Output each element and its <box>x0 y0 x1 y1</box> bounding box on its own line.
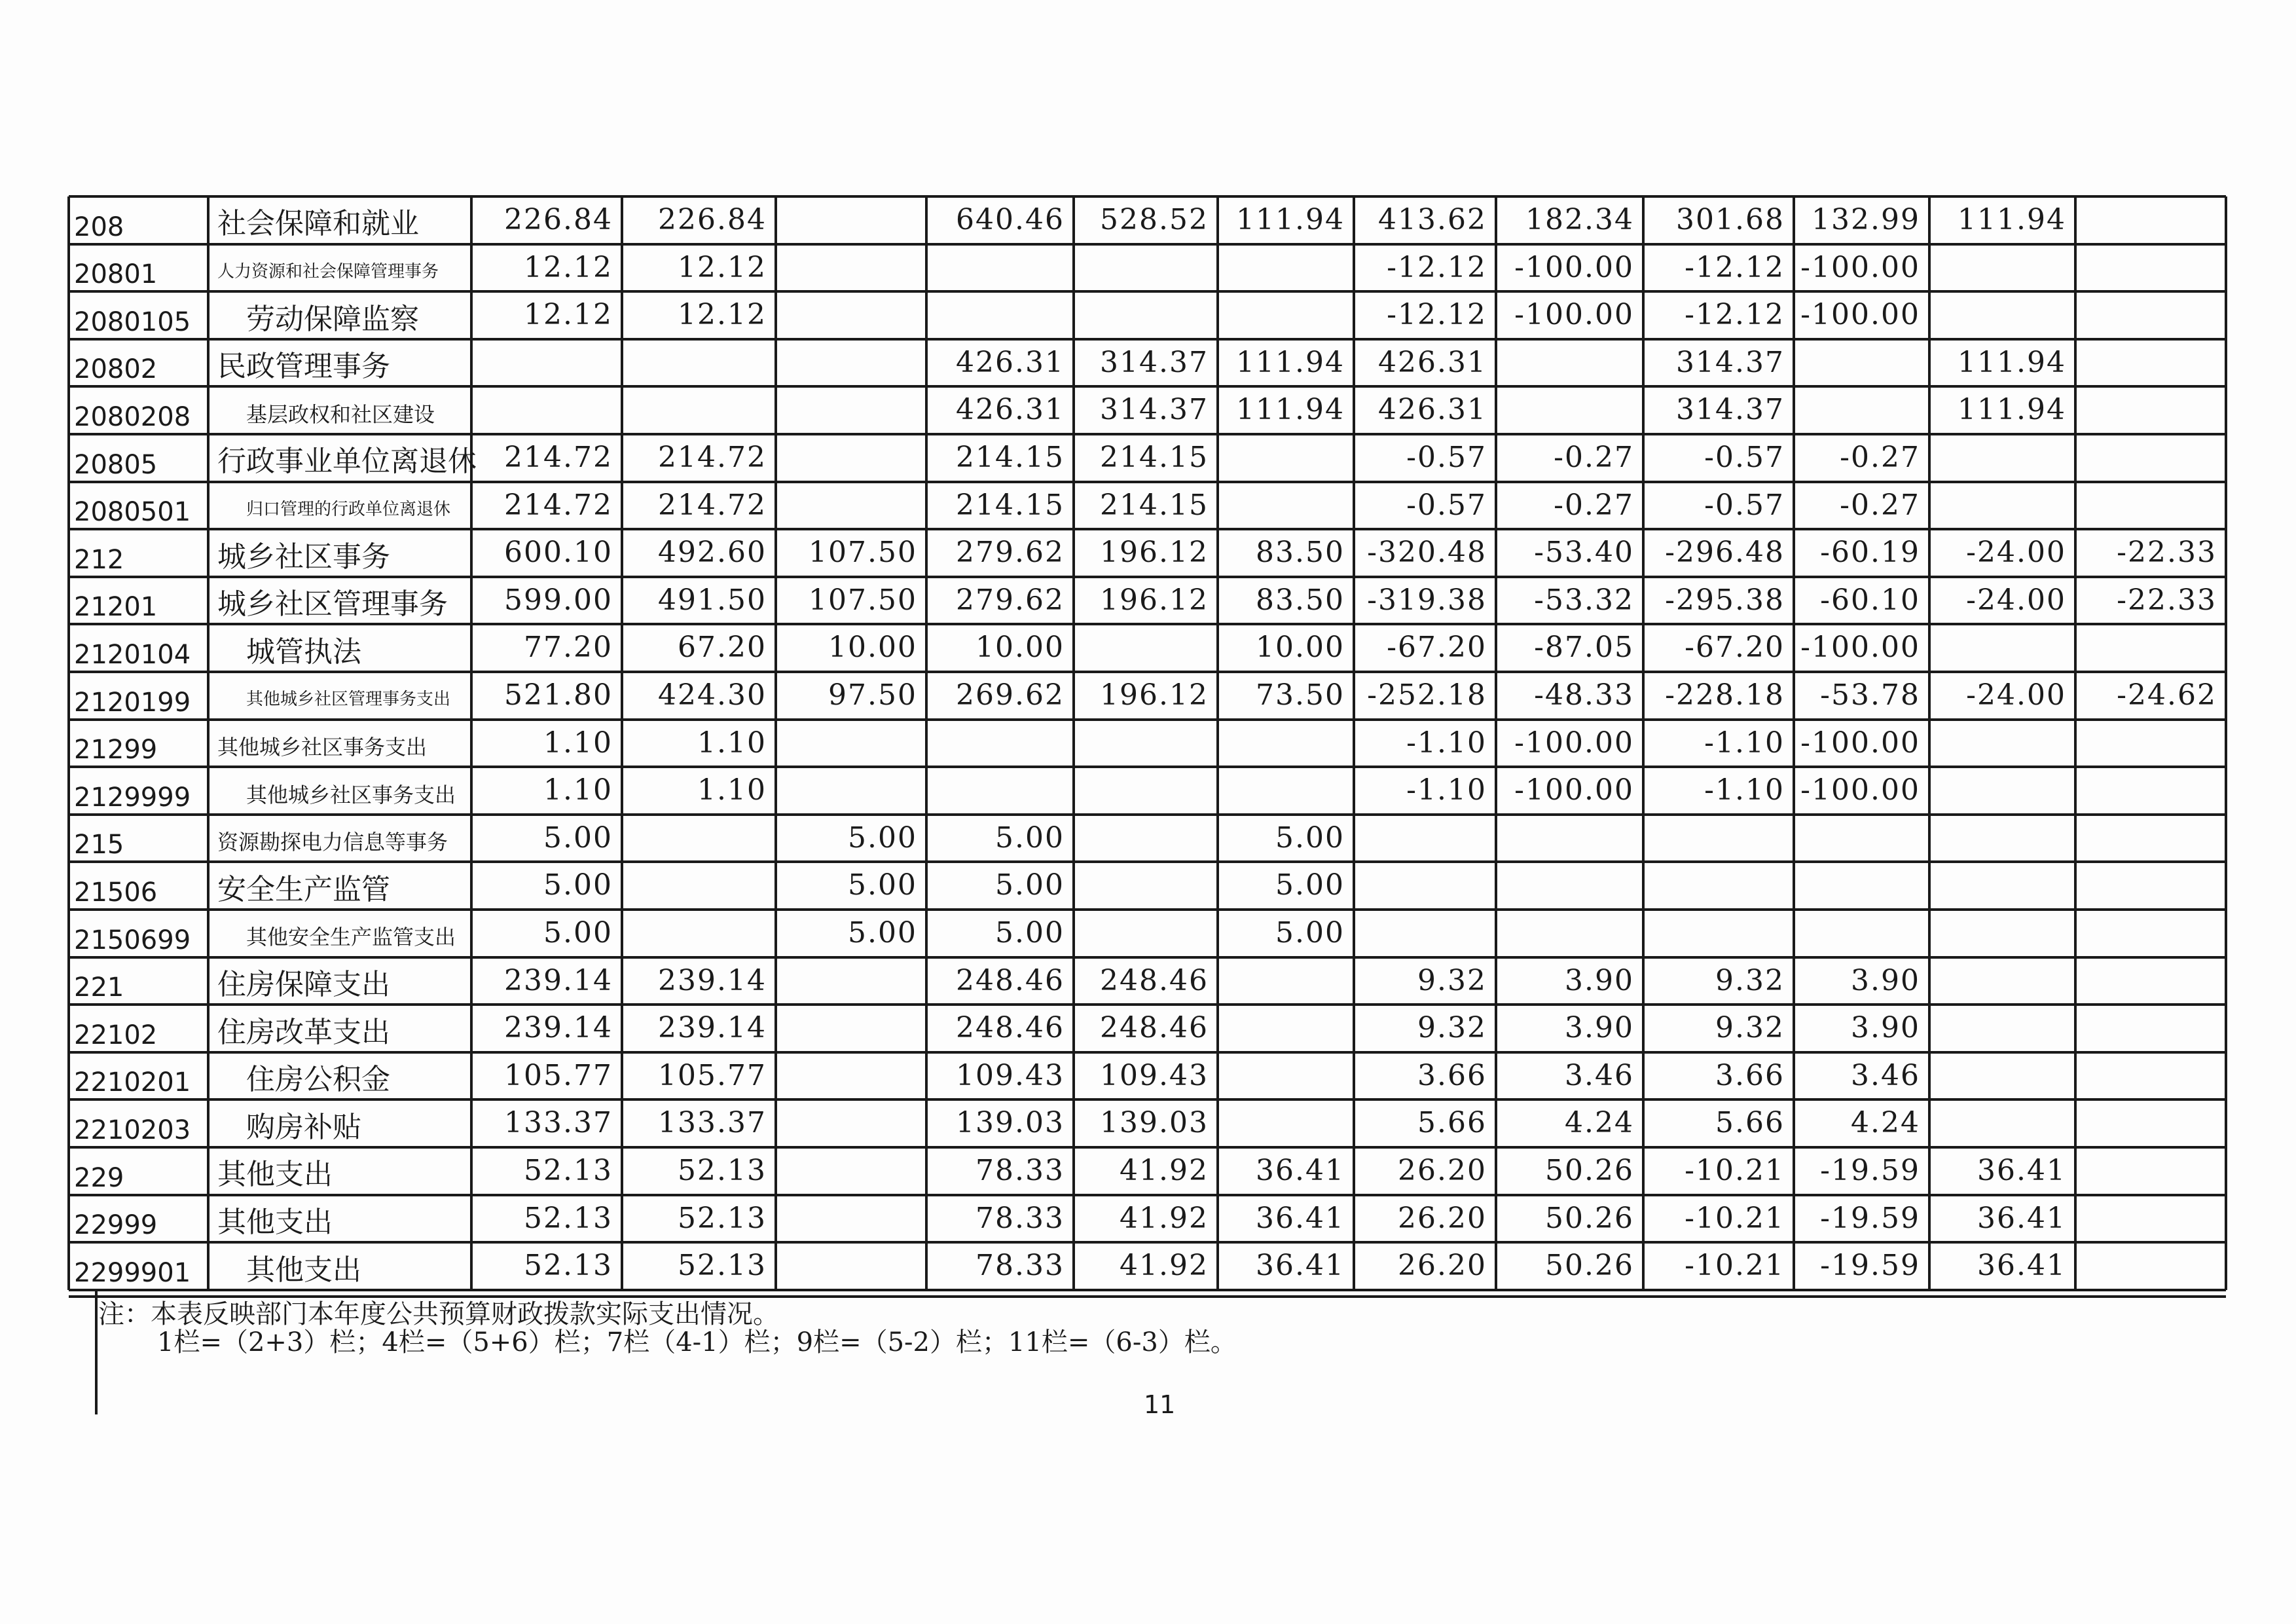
value-cell: 109.43 <box>956 1058 1065 1092</box>
row-code: 215 <box>74 830 124 860</box>
row-code: 22102 <box>74 1020 158 1050</box>
value-cell: -19.59 <box>1820 1201 1920 1235</box>
value-cell: 5.00 <box>543 916 613 950</box>
value-cell: 3.90 <box>1851 963 1920 997</box>
value-cell: 111.94 <box>1236 203 1345 236</box>
row-name: 其他安全生产监管支出 <box>246 925 456 950</box>
value-cell: 41.92 <box>1120 1201 1209 1235</box>
value-cell: 41.92 <box>1120 1154 1209 1187</box>
table-column-rule <box>925 196 928 1290</box>
row-code: 2080208 <box>74 402 191 432</box>
value-cell: 4.24 <box>1851 1106 1920 1140</box>
value-cell: -1.10 <box>1704 773 1785 807</box>
value-cell: 426.31 <box>956 393 1065 427</box>
row-name: 民政管理事务 <box>217 350 390 384</box>
value-cell: 426.31 <box>1378 345 1487 379</box>
value-cell: -100.00 <box>1514 726 1634 760</box>
row-code: 212 <box>74 544 124 575</box>
value-cell: 5.00 <box>995 868 1065 902</box>
table-row-rule <box>69 528 2226 530</box>
value-cell: 214.72 <box>658 488 767 522</box>
value-cell: 133.37 <box>658 1106 767 1140</box>
value-cell: -67.20 <box>1387 631 1487 665</box>
value-cell: 3.46 <box>1851 1058 1920 1092</box>
value-cell: 214.15 <box>956 488 1065 522</box>
value-cell: 36.41 <box>1256 1201 1345 1235</box>
row-code: 2080105 <box>74 306 191 337</box>
table-row-rule <box>69 1194 2226 1196</box>
value-cell: 9.32 <box>1715 1011 1785 1045</box>
value-cell: 26.20 <box>1398 1201 1487 1235</box>
value-cell: 5.66 <box>1417 1106 1487 1140</box>
value-cell: 10.00 <box>975 631 1065 665</box>
table-row-rule <box>69 956 2226 959</box>
value-cell: -1.10 <box>1704 726 1785 760</box>
table-row-rule <box>69 766 2226 768</box>
value-cell: 12.12 <box>678 250 767 284</box>
value-cell: 640.46 <box>956 203 1065 236</box>
value-cell: 196.12 <box>1100 583 1209 617</box>
table-row-rule <box>69 623 2226 625</box>
row-code: 20802 <box>74 354 158 385</box>
value-cell: -87.05 <box>1534 631 1634 665</box>
value-cell: 52.13 <box>524 1201 613 1235</box>
table-column-rule <box>1072 196 1075 1290</box>
value-cell: 41.92 <box>1120 1249 1209 1283</box>
table-row-rule <box>69 671 2226 673</box>
value-cell: 50.26 <box>1545 1249 1634 1283</box>
value-cell: 214.15 <box>1100 488 1209 522</box>
value-cell: 73.50 <box>1256 678 1345 712</box>
table-row-rule <box>69 1098 2226 1101</box>
value-cell: 1.10 <box>543 726 613 760</box>
value-cell: 36.41 <box>1977 1249 2066 1283</box>
value-cell: 279.62 <box>956 583 1065 617</box>
value-cell: -19.59 <box>1820 1154 1920 1187</box>
row-name: 其他支出 <box>217 1158 333 1192</box>
value-cell: -60.19 <box>1820 536 1920 570</box>
value-cell: 52.13 <box>678 1201 767 1235</box>
value-cell: 214.15 <box>1100 441 1209 474</box>
value-cell: 36.41 <box>1256 1249 1345 1283</box>
row-code: 21506 <box>74 877 158 908</box>
value-cell: -100.00 <box>1800 726 1920 760</box>
value-cell: 491.50 <box>658 583 767 617</box>
row-code: 21201 <box>74 592 158 623</box>
value-cell: -22.33 <box>2117 583 2217 617</box>
row-code: 208 <box>74 212 124 242</box>
value-cell: 5.00 <box>848 821 917 855</box>
value-cell: 97.50 <box>828 678 917 712</box>
value-cell: -0.57 <box>1704 488 1785 522</box>
table-column-rule <box>1495 196 1497 1290</box>
value-cell: 5.00 <box>1275 916 1345 950</box>
value-cell: 12.12 <box>678 298 767 332</box>
value-cell: 83.50 <box>1256 583 1345 617</box>
value-cell: 9.32 <box>1715 963 1785 997</box>
row-name: 购房补贴 <box>246 1110 361 1144</box>
value-cell: 426.31 <box>956 345 1065 379</box>
value-cell: 139.03 <box>1100 1106 1209 1140</box>
value-cell: -100.00 <box>1514 773 1634 807</box>
row-code: 2080501 <box>74 497 191 528</box>
table-column-rule <box>207 196 210 1290</box>
value-cell: 107.50 <box>809 536 917 570</box>
value-cell: 139.03 <box>956 1106 1065 1140</box>
row-code: 2210201 <box>74 1067 191 1098</box>
value-cell: -24.62 <box>2117 678 2217 712</box>
table-column-rule <box>1928 196 1931 1290</box>
value-cell: -48.33 <box>1534 678 1634 712</box>
value-cell: 424.30 <box>658 678 767 712</box>
value-cell: -100.00 <box>1800 631 1920 665</box>
value-cell: 314.37 <box>1100 393 1209 427</box>
table-row-rule <box>69 433 2226 435</box>
value-cell: 109.43 <box>1100 1058 1209 1092</box>
row-name: 住房改革支出 <box>217 1015 390 1049</box>
value-cell: -10.21 <box>1685 1201 1785 1235</box>
value-cell: 214.72 <box>504 441 613 474</box>
table-row-rule <box>69 718 2226 721</box>
table-column-rule <box>621 196 623 1290</box>
row-name: 安全生产监管 <box>217 872 390 906</box>
row-name: 城管执法 <box>246 635 361 669</box>
row-code: 2120104 <box>74 640 191 670</box>
value-cell: 111.94 <box>1958 393 2066 427</box>
footnote-line-2: 1栏=（2+3）栏；4栏=（5+6）栏；7栏（4-1）栏；9栏=（5-2）栏；11栏=（6-3）栏。 <box>157 1327 1237 1357</box>
value-cell: 133.37 <box>504 1106 613 1140</box>
value-cell: 78.33 <box>975 1201 1065 1235</box>
value-cell: 599.00 <box>504 583 613 617</box>
value-cell: -100.00 <box>1800 298 1920 332</box>
value-cell: -12.12 <box>1387 298 1487 332</box>
value-cell: 5.00 <box>543 821 613 855</box>
table-column-rule <box>774 196 777 1290</box>
value-cell: 111.94 <box>1236 345 1345 379</box>
value-cell: 182.34 <box>1525 203 1634 236</box>
row-name: 其他城乡社区事务支出 <box>246 782 456 807</box>
value-cell: -252.18 <box>1367 678 1487 712</box>
row-name: 人力资源和社会保障管理事务 <box>217 261 439 282</box>
value-cell: -0.57 <box>1406 441 1487 474</box>
value-cell: 248.46 <box>1100 963 1209 997</box>
value-cell: 132.99 <box>1812 203 1920 236</box>
value-cell: 248.46 <box>956 963 1065 997</box>
table-row-rule <box>69 243 2226 246</box>
value-cell: 239.14 <box>658 963 767 997</box>
value-cell: -295.38 <box>1665 583 1785 617</box>
row-name: 劳动保障监察 <box>246 302 419 336</box>
value-cell: 52.13 <box>524 1154 613 1187</box>
value-cell: 12.12 <box>524 250 613 284</box>
value-cell: 77.20 <box>524 631 613 665</box>
value-cell: 5.00 <box>543 868 613 902</box>
value-cell: 214.72 <box>504 488 613 522</box>
value-cell: -1.10 <box>1406 726 1487 760</box>
value-cell: -19.59 <box>1820 1249 1920 1283</box>
row-code: 229 <box>74 1162 124 1193</box>
value-cell: 3.46 <box>1565 1058 1634 1092</box>
value-cell: 12.12 <box>524 298 613 332</box>
value-cell: -53.40 <box>1534 536 1634 570</box>
row-name: 城乡社区事务 <box>217 540 390 574</box>
value-cell: 105.77 <box>504 1058 613 1092</box>
value-cell: 5.00 <box>995 916 1065 950</box>
row-name: 基层政权和社区建设 <box>246 401 435 427</box>
table-row-rule <box>69 290 2226 293</box>
value-cell: 196.12 <box>1100 678 1209 712</box>
value-cell: -22.33 <box>2117 536 2217 570</box>
table-row-rule <box>69 1146 2226 1149</box>
value-cell: -53.78 <box>1820 678 1920 712</box>
value-cell: 426.31 <box>1378 393 1487 427</box>
value-cell: 26.20 <box>1398 1249 1487 1283</box>
value-cell: 248.46 <box>1100 1011 1209 1045</box>
table-column-rule <box>470 196 473 1290</box>
value-cell: 36.41 <box>1977 1201 2066 1235</box>
table-row-rule <box>69 908 2226 911</box>
value-cell: 600.10 <box>504 536 613 570</box>
table-column-rule <box>1353 196 1355 1290</box>
value-cell: -24.00 <box>1966 583 2066 617</box>
value-cell: -24.00 <box>1966 536 2066 570</box>
value-cell: 36.41 <box>1977 1154 2066 1187</box>
value-cell: 9.32 <box>1417 963 1487 997</box>
table-column-rule <box>67 196 70 1290</box>
footnote-left-rule <box>95 1290 98 1414</box>
value-cell: 3.90 <box>1565 963 1634 997</box>
value-cell: 3.90 <box>1565 1011 1634 1045</box>
value-cell: 105.77 <box>658 1058 767 1092</box>
table-row-rule <box>69 1241 2226 1244</box>
value-cell: 1.10 <box>543 773 613 807</box>
table-column-rule <box>1642 196 1645 1290</box>
value-cell: 83.50 <box>1256 536 1345 570</box>
row-code: 2150699 <box>74 925 191 955</box>
table-column-rule <box>1793 196 1795 1290</box>
value-cell: 67.20 <box>678 631 767 665</box>
row-code: 2120199 <box>74 687 191 718</box>
row-name: 资源勘探电力信息等事务 <box>217 830 448 855</box>
table-row-rule <box>69 385 2226 388</box>
value-cell: 52.13 <box>678 1249 767 1283</box>
value-cell: 314.37 <box>1676 393 1785 427</box>
row-code: 221 <box>74 972 124 1003</box>
value-cell: 226.84 <box>504 203 613 236</box>
table-row-rule <box>69 1003 2226 1006</box>
value-cell: -12.12 <box>1685 298 1785 332</box>
value-cell: 196.12 <box>1100 536 1209 570</box>
row-code: 20801 <box>74 259 158 290</box>
value-cell: -0.57 <box>1406 488 1487 522</box>
row-code: 21299 <box>74 735 158 766</box>
value-cell: 52.13 <box>678 1154 767 1187</box>
value-cell: 107.50 <box>809 583 917 617</box>
table-row-rule <box>69 481 2226 483</box>
row-name: 行政事业单位离退休 <box>217 445 477 479</box>
value-cell: -53.32 <box>1534 583 1634 617</box>
row-code: 2129999 <box>74 782 191 813</box>
value-cell: -10.21 <box>1685 1154 1785 1187</box>
value-cell: -0.27 <box>1554 488 1634 522</box>
value-cell: 239.14 <box>658 1011 767 1045</box>
table-row-rule <box>69 1289 2226 1291</box>
table-row-rule <box>69 338 2226 341</box>
value-cell: 1.10 <box>697 726 767 760</box>
row-name: 住房保障支出 <box>217 967 390 1001</box>
table-row-rule <box>69 576 2226 578</box>
value-cell: -296.48 <box>1665 536 1785 570</box>
value-cell: 52.13 <box>524 1249 613 1283</box>
row-name: 其他支出 <box>217 1205 333 1239</box>
table-column-rule <box>1216 196 1219 1290</box>
value-cell: 9.32 <box>1417 1011 1487 1045</box>
row-name: 社会保障和就业 <box>217 207 419 241</box>
value-cell: 4.24 <box>1565 1106 1634 1140</box>
page-number: 11 <box>1144 1390 1176 1419</box>
value-cell: 492.60 <box>658 536 767 570</box>
footnote-line-1: 注：本表反映部门本年度公共预算财政拨款实际支出情况。 <box>98 1299 779 1329</box>
value-cell: -100.00 <box>1514 250 1634 284</box>
value-cell: 3.90 <box>1851 1011 1920 1045</box>
value-cell: 5.66 <box>1715 1106 1785 1140</box>
value-cell: 214.72 <box>658 441 767 474</box>
value-cell: 111.94 <box>1958 345 2066 379</box>
value-cell: 413.62 <box>1378 203 1487 236</box>
value-cell: 5.00 <box>848 916 917 950</box>
value-cell: 528.52 <box>1100 203 1209 236</box>
value-cell: 78.33 <box>975 1154 1065 1187</box>
value-cell: -100.00 <box>1514 298 1634 332</box>
value-cell: 26.20 <box>1398 1154 1487 1187</box>
row-name: 其他支出 <box>246 1253 361 1287</box>
value-cell: 521.80 <box>504 678 613 712</box>
value-cell: -228.18 <box>1665 678 1785 712</box>
table-row-rule <box>69 813 2226 816</box>
row-code: 20805 <box>74 449 158 480</box>
value-cell: 10.00 <box>1256 631 1345 665</box>
value-cell: -0.27 <box>1554 441 1634 474</box>
value-cell: 5.00 <box>848 868 917 902</box>
row-name: 其他城乡社区管理事务支出 <box>246 690 451 710</box>
value-cell: -100.00 <box>1800 250 1920 284</box>
value-cell: -0.27 <box>1840 441 1920 474</box>
row-name: 归口管理的行政单位离退休 <box>246 499 451 519</box>
row-code: 2299901 <box>74 1257 191 1288</box>
value-cell: -0.27 <box>1840 488 1920 522</box>
value-cell: 314.37 <box>1100 345 1209 379</box>
value-cell: 226.84 <box>658 203 767 236</box>
value-cell: 5.00 <box>1275 821 1345 855</box>
row-code: 2210203 <box>74 1115 191 1145</box>
row-name: 其他城乡社区事务支出 <box>217 734 428 760</box>
value-cell: -319.38 <box>1367 583 1487 617</box>
table-row-rule <box>69 860 2226 863</box>
row-name: 城乡社区管理事务 <box>217 587 448 621</box>
value-cell: -60.10 <box>1820 583 1920 617</box>
value-cell: 3.66 <box>1715 1058 1785 1092</box>
value-cell: -24.00 <box>1966 678 2066 712</box>
table-top-rule <box>69 195 2226 198</box>
value-cell: -67.20 <box>1685 631 1785 665</box>
value-cell: 314.37 <box>1676 345 1785 379</box>
value-cell: 50.26 <box>1545 1154 1634 1187</box>
value-cell: -12.12 <box>1685 250 1785 284</box>
value-cell: -320.48 <box>1367 536 1487 570</box>
value-cell: 239.14 <box>504 1011 613 1045</box>
value-cell: 279.62 <box>956 536 1065 570</box>
value-cell: 269.62 <box>956 678 1065 712</box>
table-row-rule <box>69 1051 2226 1054</box>
value-cell: 1.10 <box>697 773 767 807</box>
value-cell: 36.41 <box>1256 1154 1345 1187</box>
value-cell: 239.14 <box>504 963 613 997</box>
value-cell: 111.94 <box>1958 203 2066 236</box>
value-cell: 10.00 <box>828 631 917 665</box>
row-code: 22999 <box>74 1210 158 1241</box>
value-cell: 111.94 <box>1236 393 1345 427</box>
footnote-bottom-rule <box>69 1295 2226 1298</box>
value-cell: -100.00 <box>1800 773 1920 807</box>
table-column-rule <box>2225 196 2227 1290</box>
table-column-rule <box>2074 196 2077 1290</box>
value-cell: 248.46 <box>956 1011 1065 1045</box>
value-cell: 3.66 <box>1417 1058 1487 1092</box>
value-cell: -10.21 <box>1685 1249 1785 1283</box>
value-cell: 301.68 <box>1676 203 1785 236</box>
value-cell: 5.00 <box>995 821 1065 855</box>
value-cell: 78.33 <box>975 1249 1065 1283</box>
row-name: 住房公积金 <box>246 1063 390 1097</box>
value-cell: 50.26 <box>1545 1201 1634 1235</box>
value-cell: 214.15 <box>956 441 1065 474</box>
value-cell: -12.12 <box>1387 250 1487 284</box>
value-cell: -0.57 <box>1704 441 1785 474</box>
value-cell: -1.10 <box>1406 773 1487 807</box>
value-cell: 5.00 <box>1275 868 1345 902</box>
